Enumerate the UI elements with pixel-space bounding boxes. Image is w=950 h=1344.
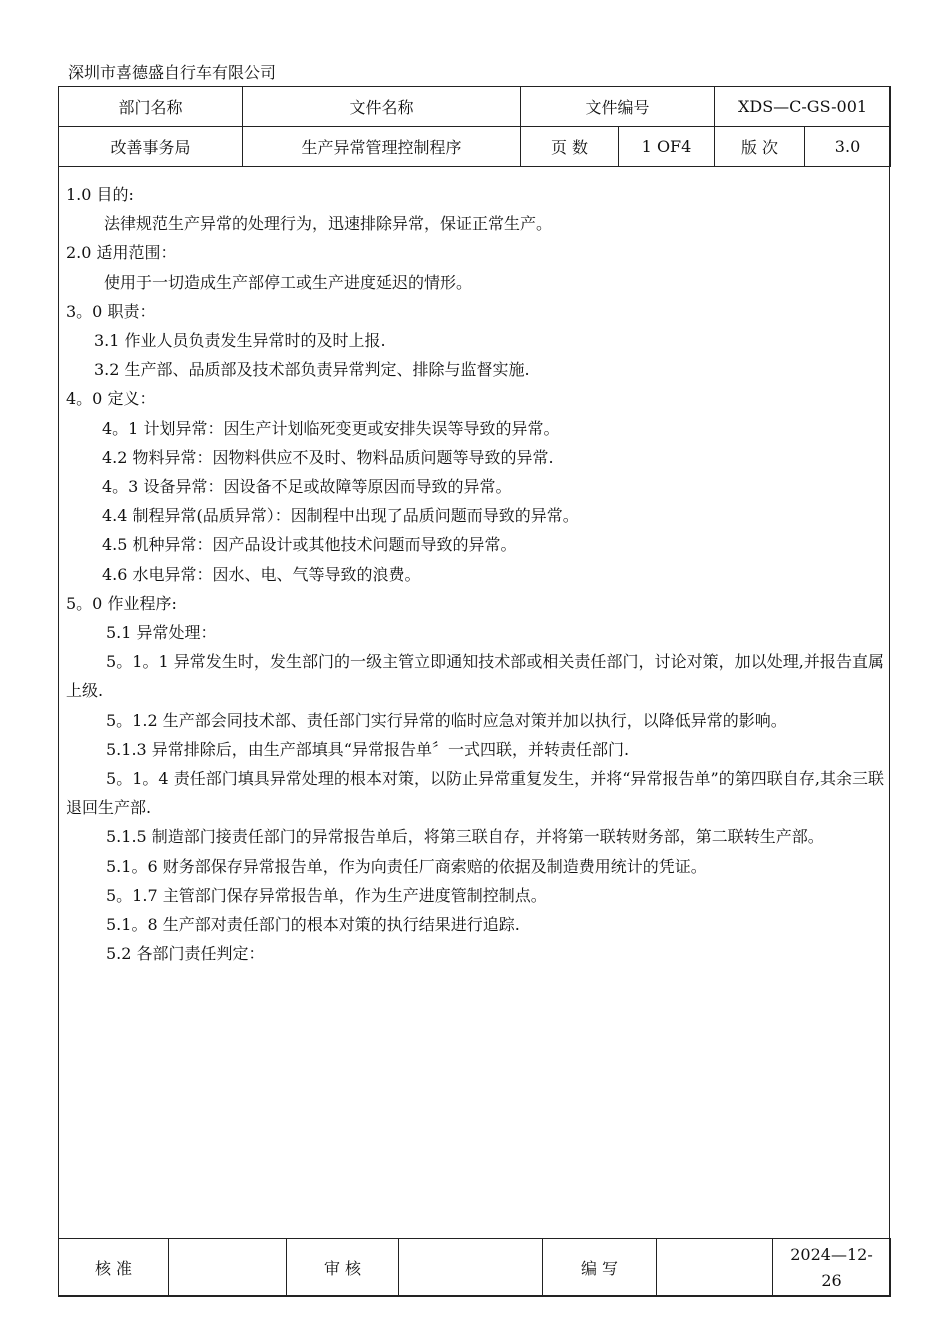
review-label: 审 核: [287, 1239, 399, 1297]
date-cell: [773, 1239, 891, 1297]
file-name-value: 生产异常管理控制程序: [243, 127, 521, 167]
section-4-6: 4.6 水电异常：因水、电、气等导致的浪费。: [102, 564, 421, 584]
review-signature-cell[interactable]: [399, 1239, 543, 1297]
approve-signature-cell[interactable]: [169, 1239, 287, 1297]
page-label: 页 数: [521, 127, 619, 167]
company-name: 深圳市喜德盛自行车有限公司: [68, 63, 277, 82]
header-row-2: [59, 127, 891, 167]
section-5-1-8: 5.1。8 生产部对责任部门的根本对策的执行结果进行追踪.: [106, 915, 520, 935]
section-5-1-1: 5。1。1 异常发生时，发生部门的一级主管立即通知技术部或相关责任部门，讨论对策，加以处理,并报告直属上级.: [66, 652, 884, 701]
write-signature-cell[interactable]: [657, 1239, 773, 1297]
page-value: 1 OF4: [619, 127, 715, 167]
section-5-2: 5.2 各部门责任判定：: [106, 944, 265, 964]
header-table: [58, 86, 891, 167]
section-1-text: 法律规范生产异常的处理行为，迅速排除异常，保证正常生产。: [104, 214, 553, 234]
signature-row: [59, 1239, 891, 1297]
section-4-title: 4。0 定义：: [66, 389, 156, 409]
approve-label: 核 准: [59, 1239, 169, 1297]
dept-label: 部门名称: [59, 87, 243, 127]
section-5-1: 5.1 异常处理：: [106, 623, 217, 643]
date-line-1: 2024—12-: [790, 1244, 873, 1264]
section-5-1-7: 5。1.7 主管部门保存异常报告单，作为生产进度管制控制点。: [106, 885, 547, 905]
section-3-title: 3。0 职责：: [66, 301, 156, 321]
date-line-2: 26: [821, 1270, 842, 1290]
section-4-1: 4。1 计划异常：因生产计划临死变更或安排失误等导致的异常。: [102, 418, 560, 438]
section-5-1-4: 5。1。4 责任部门填具异常处理的根本对策，以防止异常重复发生，并将“异常报告单”的第四联自存,其余三联退回生产部.: [66, 769, 884, 818]
section-5-title: 5。0 作业程序:: [66, 593, 177, 613]
section-5-1-3: 5.1.3 异常排除后，由生产部填具“异常报告单〞一式四联，并转责任部门.: [106, 739, 630, 759]
section-3-2: 3.2 生产部、品质部及技术部负责异常判定、排除与监督实施.: [94, 360, 530, 380]
section-2-title: 2.0 适用范围：: [66, 243, 177, 263]
dept-value: 改善事务局: [59, 127, 243, 167]
section-5-1-2: 5。1.2 生产部会同技术部、责任部门实行异常的临时应急对策并加以执行，以降低异常的影响。: [106, 710, 787, 730]
document-body: [66, 180, 884, 968]
file-no-label: 文件编号: [521, 87, 715, 127]
section-1-title: 1.0 目的:: [66, 185, 134, 204]
signature-table: [58, 1238, 891, 1297]
file-no-value: XDS—C-GS-001: [715, 87, 891, 127]
section-3-1: 3.1 作业人员负责发生异常时的及时上报.: [94, 331, 386, 351]
section-4-4: 4.4 制程异常(品质异常）：因制程中出现了品质问题而导致的异常。: [102, 506, 579, 526]
file-name-label: 文件名称: [243, 87, 521, 127]
section-4-3: 4。3 设备异常：因设备不足或故障等原因而导致的异常。: [102, 477, 512, 497]
version-value: 3.0: [805, 127, 891, 167]
section-4-5: 4.5 机种异常：因产品设计或其他技术问题而导致的异常。: [102, 535, 517, 555]
section-2-text: 使用于一切造成生产部停工或生产进度延迟的情形。: [104, 272, 473, 292]
header-row-1: [59, 87, 891, 127]
section-5-1-5: 5.1.5 制造部门接责任部门的异常报告单后，将第三联自存，并将第一联转财务部，第二联转生产部。: [106, 827, 824, 847]
version-label: 版 次: [715, 127, 805, 167]
section-5-1-6: 5.1。6 财务部保存异常报告单，作为向责任厂商索赔的依据及制造费用统计的凭证。: [106, 856, 707, 876]
write-label: 编 写: [543, 1239, 657, 1297]
section-4-2: 4.2 物料异常：因物料供应不及时、物料品质问题等导致的异常.: [102, 447, 554, 467]
